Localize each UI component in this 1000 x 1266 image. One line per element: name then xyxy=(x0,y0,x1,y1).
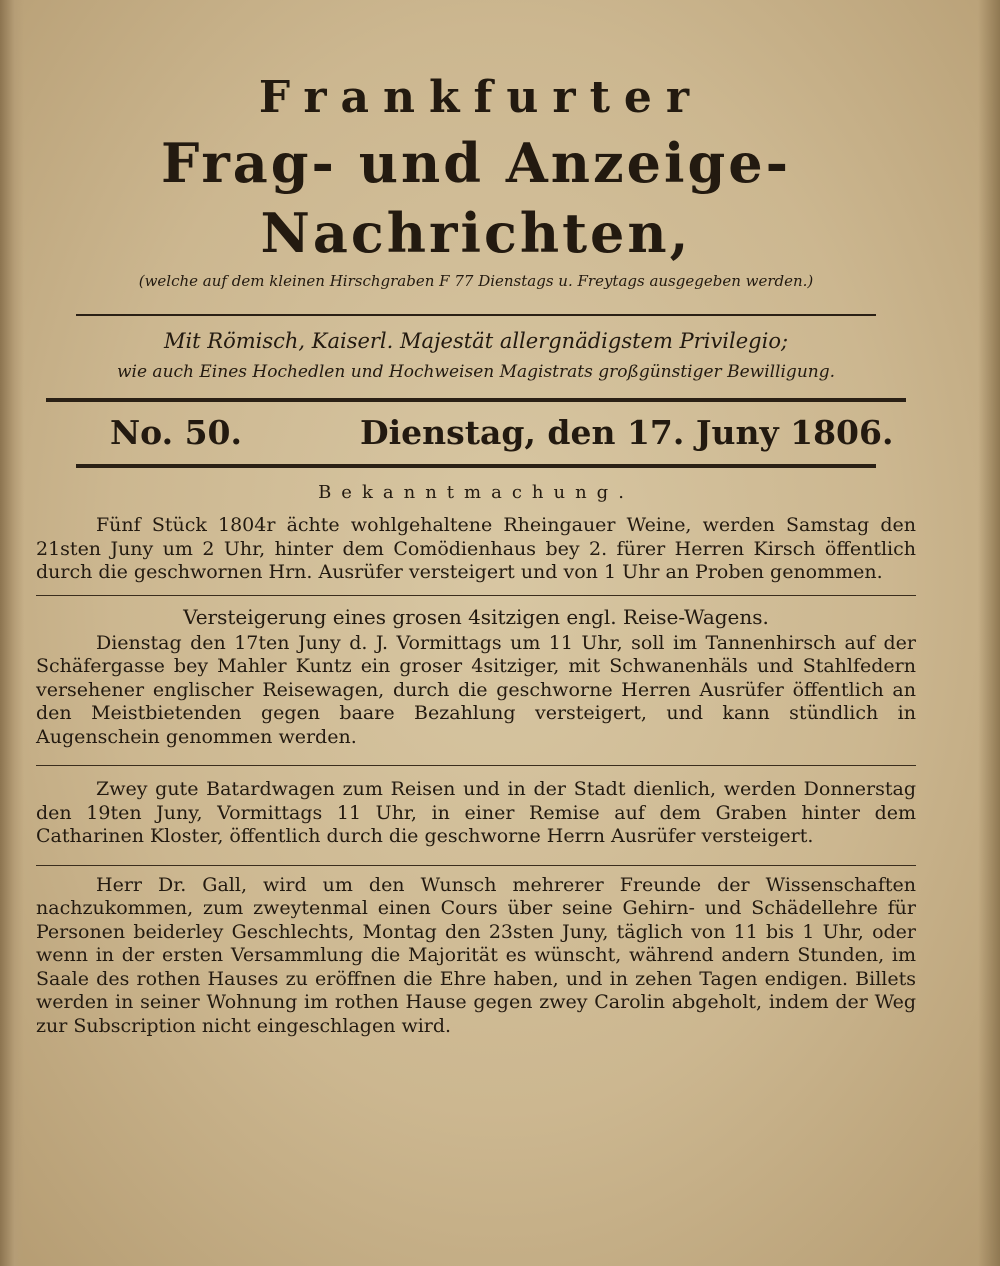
issue-rule-bottom xyxy=(76,464,876,468)
dr-gall-course-notice: Herr Dr. Gall, wird um den Wunsch mehrerer Freunde der Wissenschaften nachzukommen, zum zweytenmal einen Cours über seine Gehirn- und Schädellehre für Personen beiderley Geschlechts, Montag den 23sten Juny, täglich von 11 bis 1 Uhr, oder wenn in der ersten Versammlung die Majorität es wünscht, während andern Stunden, im Saale des rothen Hauses zu eröffnen die Ehre haben, und in zehen Tagen endigen. Billets werden in seiner Wohnung im rothen Hause gegen zwey Carolin abgeholt, indem der Weg zur Subscription nicht eingeschlagen wird. xyxy=(36,873,916,1037)
carriage-auction-notice: Dienstag den 17ten Juny d. J. Vormittags um 11 Uhr, soll im Tannenhirsch auf der Schäfergasse bey Mahler Kuntz ein groser 4sitziger, mit Schwanenhäls und Stahlfedern versehener englischer Reisewagen, durch die geschworne Herren Ausrüfer öffentlich an den Meistbietenden gegen baare Bezahlung versteigert, und kann stündlich in Augenschein genommen werden. xyxy=(36,631,916,748)
masthead-title-line2: Frag- und Anzeige-Nachrichten, xyxy=(160,131,792,265)
page-content xyxy=(36,70,916,1038)
divider-3 xyxy=(36,865,916,866)
masthead-title-line1: Frankfurter xyxy=(258,72,704,123)
carriage-auction-heading: Versteigerung eines grosen 4sitzigen engl. Reise-Wagens. xyxy=(183,604,769,629)
masthead-rule xyxy=(76,314,876,316)
divider-2 xyxy=(36,765,916,766)
wine-auction-notice: Fünf Stück 1804r ächte wohlgehaltene Rheingauer Weine, werden Samstag den 21sten Juny um 2 Uhr, hinter dem Comödienhaus bey 2. fürer Herren Kirsch öffentlich durch die geschwornen Hrn. Ausrüfer versteigert und von 1 Uhr an Proben genommen. xyxy=(36,514,916,583)
batard-wagon-notice: Zwey gute Batardwagen zum Reisen und in der Stadt dienlich, werden Donnerstag den 19ten Juny, Vormittags 11 Uhr, in einer Remise auf dem Graben hinter dem Catharinen Kloster, öffentlich durch die geschworne Herrn Ausrüfer versteigert. xyxy=(36,778,916,847)
masthead-subtitle: (welche auf dem kleinen Hirschgraben F 77 Dienstags u. Freytags ausgegeben werden.) xyxy=(138,272,814,290)
issue-date: Dienstag, den 17. Juny 1806. xyxy=(360,413,894,452)
announcement-title: Bekanntmachung. xyxy=(318,482,634,503)
privilege-line-1: Mit Römisch, Kaiserl. Majestät allergnädigstem Privilegio; xyxy=(163,329,789,353)
issue-rule-top xyxy=(46,398,906,402)
issue-line xyxy=(36,406,916,460)
privilege-line-2: wie auch Eines Hochedlen und Hochweisen Magistrats großgünstiger Bewilligung. xyxy=(116,362,836,382)
divider-1 xyxy=(36,595,916,596)
issue-number: No. 50. xyxy=(110,413,242,452)
